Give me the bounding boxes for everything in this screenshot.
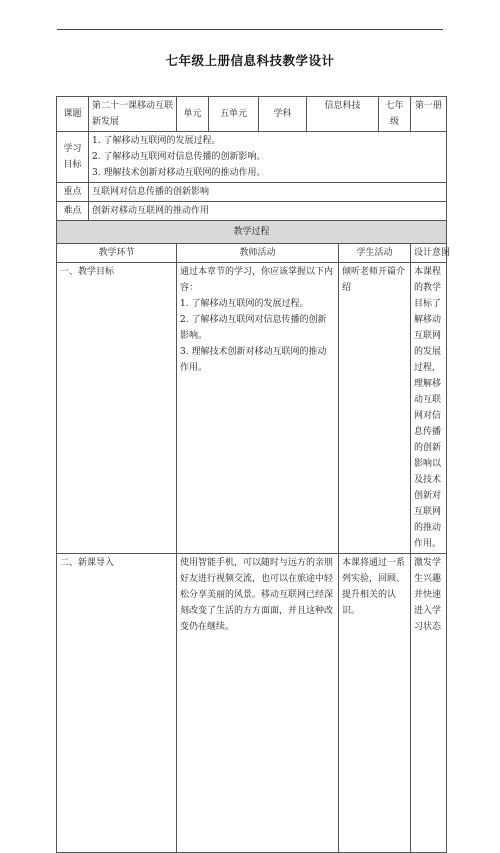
column-header-stage: 教学环节: [57, 244, 177, 263]
teacher-line: 通过本章节的学习，你应该掌握以下内容：: [180, 267, 334, 293]
objective-item: 3. 理解技术创新对移动互联网的推动作用。: [92, 168, 266, 178]
process-section-title: 教学过程: [57, 221, 447, 244]
teacher-line: 1. 了解移动互联网的发展过程。: [180, 299, 309, 309]
process-stage: 二、新课导入: [57, 554, 177, 853]
objective-item: 1. 了解移动互联网的发展过程。: [92, 136, 221, 146]
process-design-intent: 本课程的教学目标了解移动互联网的发展过程，理解移动互联网对信息传播的创新影响以及技术创新对互联网的推动作用。: [411, 263, 447, 554]
difficult-point-row: [57, 202, 447, 221]
header-rule: [57, 29, 443, 30]
grade-value: 七年级: [379, 97, 411, 132]
process-student-activity: 本课将通过一系列实验，回顾、提升相关的认识。: [339, 554, 411, 853]
subject-value: 信息科技: [307, 97, 379, 132]
column-header-student: 学生活动: [339, 244, 411, 263]
objectives-list: [89, 132, 447, 183]
process-row: [57, 263, 447, 554]
objectives-row: [57, 132, 447, 183]
process-design-intent: 激发学生兴趣并快速进入学习状态: [411, 554, 447, 853]
key-point-value: 互联网对信息传播的创新影响: [89, 183, 447, 202]
topic-value: 第二十一课移动互联新发展: [89, 97, 177, 132]
objective-item: 2. 了解移动互联网对信息传播的创新影响。: [92, 152, 266, 162]
process-stage: 一、教学目标: [57, 263, 177, 554]
process-student-activity: 倾听老师开篇介绍: [339, 263, 411, 554]
process-header-row: [57, 244, 447, 263]
process-teacher-activity: [177, 554, 339, 853]
process-section-row: [57, 221, 447, 244]
key-point-row: [57, 183, 447, 202]
unit-label: 单元: [177, 97, 209, 132]
lesson-plan-table: [56, 96, 451, 853]
unit-value: 五单元: [209, 97, 259, 132]
header-row: [57, 97, 447, 132]
document-title: 七年级上册信息科技教学设计: [165, 53, 335, 68]
subject-label: 学科: [259, 97, 307, 132]
teacher-line: 3. 理解技术创新对移动互联网的推动作用。: [180, 347, 327, 373]
difficult-point-value: 创新对移动互联网的推动作用: [89, 202, 447, 221]
process-teacher-activity: [177, 263, 339, 554]
topic-label: 课题: [57, 97, 89, 132]
process-row: [57, 554, 447, 853]
teacher-line: 使用智能手机，可以随时与远方的亲朋好友进行视频交流，也可以在旅途中轻松分享美丽的风景。移动互联网已经深刻改变了生活的方方面面，并且这种改变仍在继续。: [180, 558, 334, 632]
difficult-point-label: 难点: [57, 202, 89, 221]
teacher-line: 2. 了解移动互联网对信息传播的创新影响。: [180, 315, 327, 341]
column-header-intent: 设计意图: [411, 244, 447, 263]
column-header-teacher: 教师活动: [177, 244, 339, 263]
volume-value: 第一册: [411, 97, 447, 132]
key-point-label: 重点: [57, 183, 89, 202]
objectives-label: 学习目标: [57, 132, 89, 183]
